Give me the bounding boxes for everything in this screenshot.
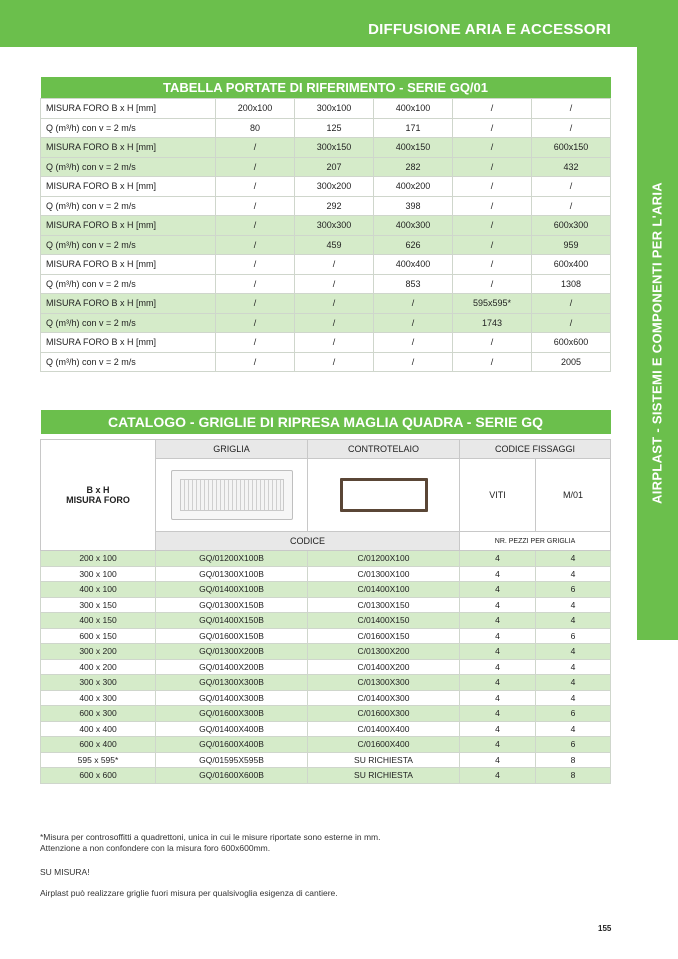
table-cell: / bbox=[216, 177, 295, 197]
table-cell: / bbox=[216, 333, 295, 353]
table-cell: 207 bbox=[295, 157, 374, 177]
table-cell: GQ/01595X595B bbox=[156, 752, 308, 768]
table-cell: 300 x 150 bbox=[41, 597, 156, 613]
table-cell: C/01300X150 bbox=[308, 597, 460, 613]
table-cell: 4 bbox=[460, 768, 536, 784]
table-cell: MISURA FORO B x H [mm] bbox=[41, 99, 216, 119]
custom-size-heading: SU MISURA! bbox=[40, 867, 90, 877]
codice-fissaggi-header: CODICE FISSAGGI bbox=[460, 440, 611, 459]
table-row bbox=[41, 566, 611, 582]
table-row bbox=[41, 196, 611, 216]
table-cell: 6 bbox=[536, 582, 611, 598]
table-cell: C/01600X150 bbox=[308, 628, 460, 644]
table-row bbox=[41, 752, 611, 768]
table-cell: MISURA FORO B x H [mm] bbox=[41, 333, 216, 353]
table-cell: / bbox=[374, 313, 453, 333]
table-cell: / bbox=[216, 157, 295, 177]
flow-rate-table-title: TABELLA PORTATE DI RIFERIMENTO - SERIE GQ/01 bbox=[41, 77, 611, 99]
flow-rate-table bbox=[40, 77, 611, 372]
table-cell: 4 bbox=[536, 721, 611, 737]
table-cell: 432 bbox=[532, 157, 611, 177]
catalog-table bbox=[40, 410, 611, 784]
table-cell: / bbox=[453, 99, 532, 119]
table-cell: 300 x 300 bbox=[41, 675, 156, 691]
table-cell: 595x595* bbox=[453, 294, 532, 314]
table-row bbox=[41, 659, 611, 675]
table-cell: / bbox=[216, 216, 295, 236]
table-cell: Q (m³/h) con v = 2 m/s bbox=[41, 196, 216, 216]
table-row bbox=[41, 644, 611, 660]
table-cell: 4 bbox=[536, 613, 611, 629]
griglia-header: GRIGLIA bbox=[156, 440, 308, 459]
table-cell: / bbox=[295, 352, 374, 372]
table-cell: / bbox=[295, 313, 374, 333]
table-cell: Q (m³/h) con v = 2 m/s bbox=[41, 157, 216, 177]
header-bar bbox=[0, 0, 678, 47]
table-cell: / bbox=[453, 196, 532, 216]
footnote-line-1: *Misura per controsoffitti a quadrettoni, unica in cui le misure riportate sono esterne in mm. bbox=[40, 832, 381, 842]
table-cell: 4 bbox=[460, 675, 536, 691]
table-cell: 400x150 bbox=[374, 138, 453, 158]
table-cell: / bbox=[216, 274, 295, 294]
catalog-table-title: CATALOGO - GRIGLIE DI RIPRESA MAGLIA QUADRA - SERIE GQ bbox=[41, 410, 611, 434]
table-cell: 125 bbox=[295, 118, 374, 138]
table-cell: 4 bbox=[460, 628, 536, 644]
table-cell: 171 bbox=[374, 118, 453, 138]
table-cell: / bbox=[532, 99, 611, 119]
table-cell: 600x600 bbox=[532, 333, 611, 353]
side-tab bbox=[637, 47, 678, 640]
table-cell: 595 x 595* bbox=[41, 752, 156, 768]
table-cell: 292 bbox=[295, 196, 374, 216]
table-cell: 400x400 bbox=[374, 255, 453, 275]
table-cell: / bbox=[374, 333, 453, 353]
table-cell: 959 bbox=[532, 235, 611, 255]
table-cell: / bbox=[295, 294, 374, 314]
table-cell: 300x200 bbox=[295, 177, 374, 197]
table-cell: / bbox=[453, 138, 532, 158]
table-cell: 300 x 100 bbox=[41, 566, 156, 582]
table-cell: 2005 bbox=[532, 352, 611, 372]
table-cell: 600 x 600 bbox=[41, 768, 156, 784]
codice-header: CODICE bbox=[156, 532, 460, 551]
table-cell: / bbox=[374, 352, 453, 372]
table-cell: C/01300X300 bbox=[308, 675, 460, 691]
table-row bbox=[41, 274, 611, 294]
table-row bbox=[41, 675, 611, 691]
table-cell: 4 bbox=[460, 690, 536, 706]
header-title: DIFFUSIONE ARIA E ACCESSORI bbox=[368, 21, 611, 38]
table-row bbox=[41, 613, 611, 629]
controtelaio-image-cell bbox=[308, 458, 460, 532]
table-cell: GQ/01300X150B bbox=[156, 597, 308, 613]
side-tab-text: AIRPLAST - SISTEMI E COMPONENTI PER L'ARIA bbox=[649, 182, 665, 504]
table-cell: GQ/01400X100B bbox=[156, 582, 308, 598]
table-cell: 6 bbox=[536, 628, 611, 644]
table-cell: / bbox=[374, 294, 453, 314]
table-cell: 400 x 400 bbox=[41, 721, 156, 737]
table-row bbox=[41, 551, 611, 567]
table-cell: 4 bbox=[460, 597, 536, 613]
table-cell: 400 x 150 bbox=[41, 613, 156, 629]
table-cell: / bbox=[453, 177, 532, 197]
table-cell: 4 bbox=[536, 644, 611, 660]
table-cell: 400 x 300 bbox=[41, 690, 156, 706]
table-cell: GQ/01600X600B bbox=[156, 768, 308, 784]
table-cell: 80 bbox=[216, 118, 295, 138]
table-cell: / bbox=[216, 313, 295, 333]
table-cell: MISURA FORO B x H [mm] bbox=[41, 294, 216, 314]
table-cell: 8 bbox=[536, 752, 611, 768]
table-cell: / bbox=[216, 235, 295, 255]
table-row bbox=[41, 582, 611, 598]
table-cell: / bbox=[216, 196, 295, 216]
table-cell: MISURA FORO B x H [mm] bbox=[41, 138, 216, 158]
table-cell: 600 x 300 bbox=[41, 706, 156, 722]
table-row bbox=[41, 216, 611, 236]
table-cell: 282 bbox=[374, 157, 453, 177]
table-cell: 600x400 bbox=[532, 255, 611, 275]
table-cell: 600x150 bbox=[532, 138, 611, 158]
table-row bbox=[41, 597, 611, 613]
misura-bxh-label: B x H bbox=[86, 485, 110, 495]
table-cell: 4 bbox=[460, 551, 536, 567]
table-cell: 300x300 bbox=[295, 216, 374, 236]
table-cell: C/01300X200 bbox=[308, 644, 460, 660]
table-row bbox=[41, 177, 611, 197]
table-row bbox=[41, 118, 611, 138]
table-cell: 400x200 bbox=[374, 177, 453, 197]
table-cell: GQ/01200X100B bbox=[156, 551, 308, 567]
table-row bbox=[41, 352, 611, 372]
table-cell: 4 bbox=[460, 582, 536, 598]
table-cell: C/01400X200 bbox=[308, 659, 460, 675]
table-cell: 4 bbox=[536, 597, 611, 613]
table-cell: 400 x 100 bbox=[41, 582, 156, 598]
table-cell: 626 bbox=[374, 235, 453, 255]
table-cell: 4 bbox=[536, 551, 611, 567]
table-row bbox=[41, 737, 611, 753]
table-cell: 6 bbox=[536, 737, 611, 753]
table-cell: / bbox=[453, 118, 532, 138]
table-cell: / bbox=[453, 216, 532, 236]
counterframe-image bbox=[340, 478, 428, 512]
table-row bbox=[41, 706, 611, 722]
table-cell: C/01600X300 bbox=[308, 706, 460, 722]
table-cell: / bbox=[216, 138, 295, 158]
footnote-line-2: Attenzione a non confondere con la misura foro 600x600mm. bbox=[40, 843, 271, 853]
table-cell: 4 bbox=[536, 659, 611, 675]
table-cell: 400x300 bbox=[374, 216, 453, 236]
misura-foro-label: MISURA FORO bbox=[66, 495, 130, 505]
table-row bbox=[41, 333, 611, 353]
viti-header: VITI bbox=[460, 458, 536, 532]
table-cell: GQ/01300X300B bbox=[156, 675, 308, 691]
table-cell: 459 bbox=[295, 235, 374, 255]
table-row bbox=[41, 255, 611, 275]
table-cell: 1308 bbox=[532, 274, 611, 294]
table-cell: Q (m³/h) con v = 2 m/s bbox=[41, 118, 216, 138]
table-cell: 853 bbox=[374, 274, 453, 294]
table-cell: SU RICHIESTA bbox=[308, 752, 460, 768]
table-cell: C/01400X100 bbox=[308, 582, 460, 598]
table-cell: / bbox=[532, 313, 611, 333]
table-cell: 4 bbox=[460, 613, 536, 629]
table-cell: GQ/01600X400B bbox=[156, 737, 308, 753]
table-cell: / bbox=[216, 352, 295, 372]
table-cell: 400x100 bbox=[374, 99, 453, 119]
table-cell: 600 x 150 bbox=[41, 628, 156, 644]
m01-header: M/01 bbox=[536, 458, 611, 532]
table-cell: / bbox=[295, 333, 374, 353]
table-cell: / bbox=[453, 352, 532, 372]
table-cell: C/01400X150 bbox=[308, 613, 460, 629]
table-cell: GQ/01600X150B bbox=[156, 628, 308, 644]
table-cell: 300x100 bbox=[295, 99, 374, 119]
table-row bbox=[41, 313, 611, 333]
table-row bbox=[41, 157, 611, 177]
table-cell: C/01300X100 bbox=[308, 566, 460, 582]
table-cell: / bbox=[532, 196, 611, 216]
table-cell: / bbox=[453, 235, 532, 255]
table-cell: Q (m³/h) con v = 2 m/s bbox=[41, 313, 216, 333]
table-cell: / bbox=[295, 274, 374, 294]
table-cell: / bbox=[453, 333, 532, 353]
griglia-image-cell bbox=[156, 458, 308, 532]
table-cell: 398 bbox=[374, 196, 453, 216]
table-cell: 200x100 bbox=[216, 99, 295, 119]
table-cell: GQ/01600X300B bbox=[156, 706, 308, 722]
table-cell: 6 bbox=[536, 706, 611, 722]
table-cell: C/01600X400 bbox=[308, 737, 460, 753]
table-cell: GQ/01300X100B bbox=[156, 566, 308, 582]
page-number: 155 bbox=[598, 924, 612, 933]
table-cell: / bbox=[532, 118, 611, 138]
table-cell: 4 bbox=[460, 706, 536, 722]
table-cell: 4 bbox=[536, 675, 611, 691]
table-row bbox=[41, 690, 611, 706]
table-cell: Q (m³/h) con v = 2 m/s bbox=[41, 352, 216, 372]
table-cell: 8 bbox=[536, 768, 611, 784]
table-row bbox=[41, 99, 611, 119]
table-cell: / bbox=[453, 255, 532, 275]
table-cell: 4 bbox=[460, 737, 536, 753]
footnote bbox=[40, 832, 380, 854]
table-cell: C/01400X400 bbox=[308, 721, 460, 737]
table-row bbox=[41, 235, 611, 255]
table-cell: 4 bbox=[536, 566, 611, 582]
table-cell: MISURA FORO B x H [mm] bbox=[41, 255, 216, 275]
table-cell: Q (m³/h) con v = 2 m/s bbox=[41, 235, 216, 255]
table-cell: 4 bbox=[460, 659, 536, 675]
table-cell: / bbox=[453, 274, 532, 294]
table-cell: 300x150 bbox=[295, 138, 374, 158]
table-row bbox=[41, 138, 611, 158]
table-cell: 400 x 200 bbox=[41, 659, 156, 675]
custom-size-text: Airplast può realizzare griglie fuori misura per qualsivoglia esigenza di cantiere. bbox=[40, 888, 338, 898]
table-cell: 200 x 100 bbox=[41, 551, 156, 567]
table-cell: 4 bbox=[460, 644, 536, 660]
table-cell: 4 bbox=[460, 721, 536, 737]
table-cell: Q (m³/h) con v = 2 m/s bbox=[41, 274, 216, 294]
table-cell: GQ/01400X300B bbox=[156, 690, 308, 706]
controtelaio-header: CONTROTELAIO bbox=[308, 440, 460, 459]
table-cell: 4 bbox=[536, 690, 611, 706]
table-row bbox=[41, 768, 611, 784]
table-cell: 4 bbox=[460, 752, 536, 768]
misura-foro-header bbox=[41, 440, 156, 551]
grille-image bbox=[171, 470, 293, 520]
table-row bbox=[41, 628, 611, 644]
table-cell: 4 bbox=[460, 566, 536, 582]
table-cell: C/01400X300 bbox=[308, 690, 460, 706]
table-cell: MISURA FORO B x H [mm] bbox=[41, 177, 216, 197]
table-cell: 1743 bbox=[453, 313, 532, 333]
table-cell: / bbox=[216, 255, 295, 275]
table-row bbox=[41, 294, 611, 314]
table-row bbox=[41, 721, 611, 737]
table-cell: GQ/01400X150B bbox=[156, 613, 308, 629]
nr-pezzi-header: NR. PEZZI PER GRIGLIA bbox=[460, 532, 611, 551]
table-cell: / bbox=[453, 157, 532, 177]
table-cell: GQ/01400X200B bbox=[156, 659, 308, 675]
table-cell: C/01200X100 bbox=[308, 551, 460, 567]
table-cell: / bbox=[295, 255, 374, 275]
table-cell: 600x300 bbox=[532, 216, 611, 236]
table-cell: GQ/01400X400B bbox=[156, 721, 308, 737]
table-cell: / bbox=[532, 294, 611, 314]
table-cell: 300 x 200 bbox=[41, 644, 156, 660]
table-cell: / bbox=[532, 177, 611, 197]
table-cell: SU RICHIESTA bbox=[308, 768, 460, 784]
table-cell: MISURA FORO B x H [mm] bbox=[41, 216, 216, 236]
table-cell: / bbox=[216, 294, 295, 314]
table-cell: GQ/01300X200B bbox=[156, 644, 308, 660]
table-cell: 600 x 400 bbox=[41, 737, 156, 753]
